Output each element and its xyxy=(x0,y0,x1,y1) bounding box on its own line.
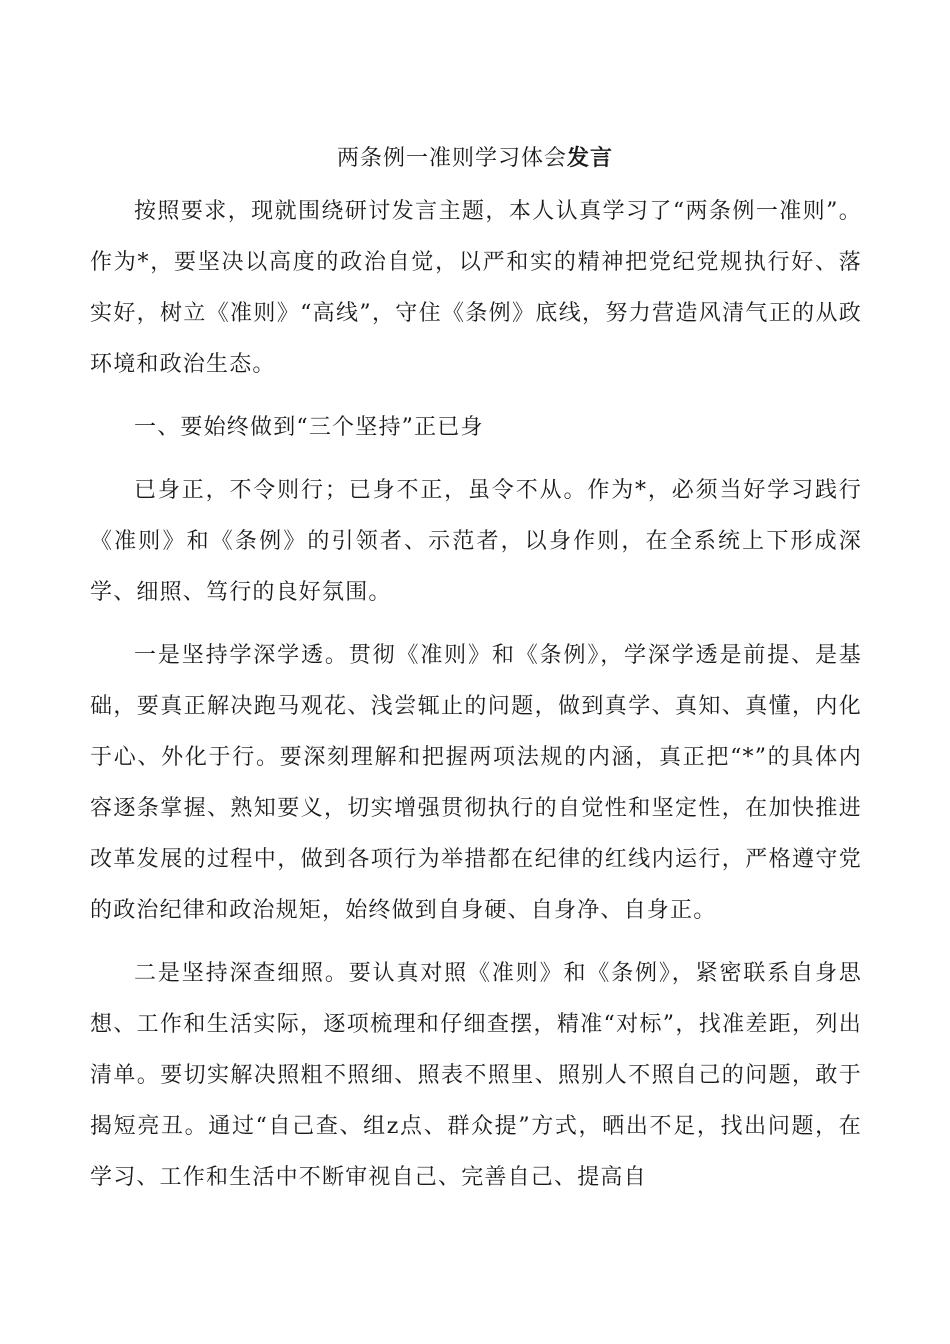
paragraph-point-2: 二是坚持深查细照。要认真对照《准则》和《条例》，紧密联系自身思想、工作和生活实际，逐项梳理和仔细查摆，精准“对标”，找准差距，列出清单。要切实解决照粗不照细、照表不照里、照别人不照自己的问题，敢于揭短亮丑。通过“自己查、组z点、群众提”方式，晒出不足，找出问题，在学习、工作和生活中不断审视自己、完善自己、提高自 xyxy=(90,961,862,1190)
document-title xyxy=(0,142,950,175)
paragraph-point-1: 一是坚持学深学透。贯彻《准则》和《条例》，学深学透是前提、是基础，要真正解决跑马观花、浅尝辄止的问题，做到真学、真知、真懂，内化于心、外化于行。要深刻理解和把握两项法规的内涵，真正把“*”的具体内容逐条掌握、熟知要义，切实增强贯彻执行的自觉性和坚定性，在加快推进改革发展的过程中，做到各项行为举措都在纪律的红线内运行，严格遵守党的政治纪律和政治规矩，始终做到自身硬、自身净、自身正。 xyxy=(90,643,862,923)
paragraph-section-intro: 已身正，不令则行；已身不正，虽令不从。作为*，必须当好学习践行《准则》和《条例》的引领者、示范者，以身作则，在全系统上下形成深学、细照、笃行的良好氛围。 xyxy=(90,478,862,605)
title-text: 两条例一准则学习体会 xyxy=(336,146,567,171)
section-heading-1: 一、要始终做到“三个坚持”正已身 xyxy=(134,415,484,440)
title-bold-text: 发言 xyxy=(567,145,614,171)
document-body xyxy=(90,186,862,1215)
paragraph-intro: 按照要求，现就围绕研讨发言主题，本人认真学习了“两条例一准则”。作为*，要坚决以高度的政治自觉，以严和实的精神把党纪党规执行好、落实好，树立《准则》“高线”，守住《条例》底线，努力营造风清气正的从政环境和政治生态。 xyxy=(90,199,862,377)
